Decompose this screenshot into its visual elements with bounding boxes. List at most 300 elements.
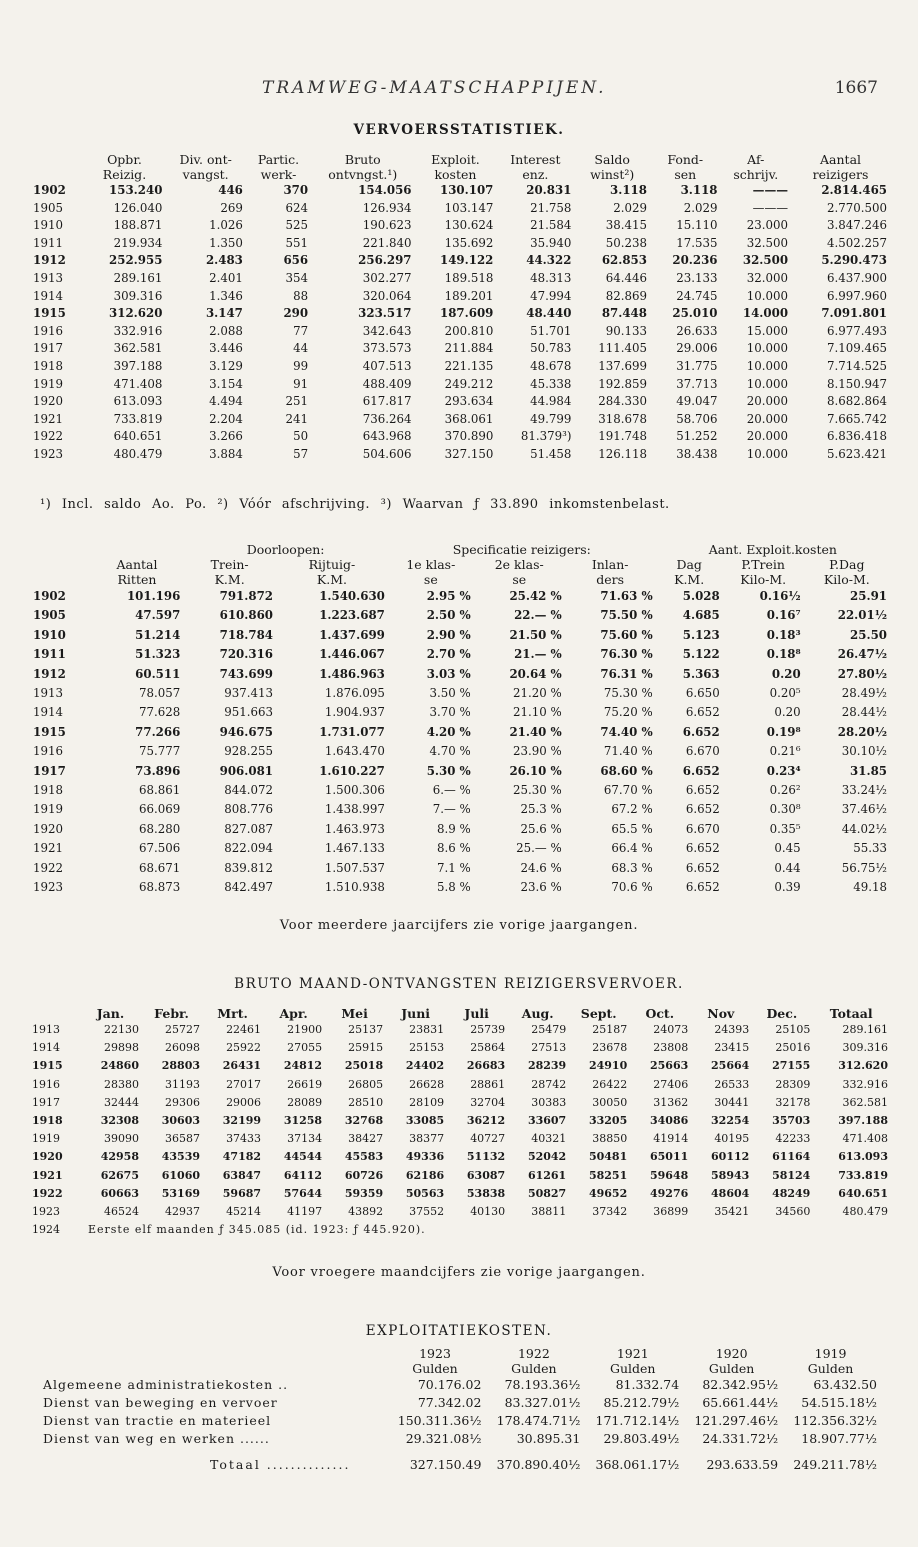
column-header: Gulden [511,1361,557,1376]
table-cell: 1.731.077 [319,724,385,739]
table-cell: 28861 [470,1077,506,1091]
table-cell: 7.1 % [437,860,471,875]
total-row [40,1456,880,1474]
year-cell: 1921 [32,1168,63,1182]
table-cell: 5.363 [682,666,720,681]
column-header: K.M. [214,572,245,587]
table-cell: 27055 [287,1041,323,1055]
table-cell: 187.609 [440,306,494,321]
table-cell: 38.415 [605,218,647,233]
table-row [30,742,890,761]
table-cell: 28109 [409,1095,445,1109]
table-cell: 51.458 [530,446,572,461]
table-cell: 70.176.02 [417,1377,482,1392]
column-header: ders [596,572,625,587]
year-cell: 1902 [33,589,66,603]
column-header: Ritten [117,572,157,587]
table-cell: 33607 [527,1114,567,1128]
table-cell: 5.290.473 [821,253,887,268]
table-cell: 6.652 [682,763,720,778]
table-cell: 27513 [531,1041,567,1055]
row-label: Dienst van beweging en vervoer [43,1395,278,1410]
year-cell: 1919 [33,802,64,817]
table-cell: 362.581 [842,1095,888,1109]
table-cell: 48.440 [526,306,572,321]
table-cell: 25.30 % [512,783,562,798]
table-cell: 76.30 % [600,647,653,662]
year-cell: 1918 [32,1114,63,1128]
column-header: 1919 [814,1346,847,1361]
table-cell: 26683 [466,1059,506,1073]
table-cell: 946.675 [219,724,273,739]
table-cell: 252.955 [109,253,163,268]
year-cell: 1923 [32,1205,60,1219]
year-cell: 1917 [33,341,64,356]
year-cell: 1915 [33,306,66,321]
table-cell: 153.240 [109,183,163,197]
table-row [30,1167,890,1185]
table-cell: 25479 [531,1023,567,1036]
table-cell: 28309 [775,1077,811,1091]
table-row [30,762,890,781]
table-row [30,270,890,288]
table-cell: 36587 [165,1132,201,1146]
header-row [40,1346,880,1361]
table-cell: 2.029 [683,200,718,215]
year-cell: 1919 [33,376,64,391]
table-cell: 59648 [650,1168,689,1182]
table-cell: 28380 [104,1077,139,1091]
table-cell: 2.088 [209,323,243,338]
table-cell: 617.817 [362,394,412,409]
table-cell: 90.133 [605,323,647,338]
column-header: ontvngst.¹) [328,167,398,182]
table-cell: 47.597 [135,608,181,623]
table-cell: 47.994 [530,288,572,303]
table-cell: 112.356.32½ [793,1413,877,1428]
table-cell: 25.42 % [509,589,562,603]
column-header [30,572,91,587]
table-cell: 25.010 [672,306,718,321]
table-cell: 40321 [531,1132,567,1146]
table-cell: 23678 [592,1041,628,1055]
table-cell: 1.026 [209,218,243,233]
table-cell: 471.408 [113,376,163,391]
table-cell: 21.10 % [512,705,562,720]
column-header: Gulden [610,1361,656,1376]
table-cell: 32768 [344,1114,384,1128]
table-row [30,684,890,703]
table-cell: 397.188 [838,1114,888,1128]
table-cell: 66.4 % [611,841,653,856]
table-cell: 6.997.960 [826,288,887,303]
table-cell: 613.093 [113,394,163,409]
table-cell: 64112 [283,1168,323,1182]
table-cell: 45.338 [530,376,572,391]
exploitatiekosten-table [40,1346,880,1474]
table-cell: 57 [293,446,309,461]
table-cell: 63.432.50 [813,1377,877,1392]
table-cell: 720.316 [219,647,273,662]
table-cell: 22.— % [514,608,562,623]
table-cell: 22130 [104,1023,139,1036]
year-cell: 1912 [33,666,66,681]
table-cell: 45214 [226,1205,262,1219]
table-cell: 73.896 [135,763,181,778]
column-header: Juli [464,1006,489,1021]
table-cell: 27406 [653,1077,689,1091]
year-cell: 1902 [33,183,66,197]
table-cell: 87.448 [601,306,647,321]
table-cell: 27155 [772,1059,811,1073]
table-cell: 44.322 [526,253,572,268]
table-row [30,235,890,253]
table-cell: 6.— % [432,783,471,798]
table-cell: 2.814.465 [821,183,887,197]
table-cell: 48.678 [530,358,572,373]
table-cell: 29898 [104,1041,139,1055]
table-row [30,859,890,878]
table-cell: 31.85 [850,763,887,778]
column-header [30,1006,80,1021]
table-cell: 5.123 [682,627,720,642]
spacer-cell [40,1448,880,1456]
table-cell: 26.633 [676,323,718,338]
table-row [30,703,890,722]
column-header: Aant. Exploit.kosten [708,542,837,557]
table-cell: 0.20 [771,666,801,681]
table-cell: 808.776 [224,802,273,817]
table-cell: 8.682.864 [826,394,887,409]
table-cell: 2.50 % [426,608,471,623]
table-row [30,428,890,446]
table-cell: 309.316 [842,1041,888,1055]
year-cell: 1920 [32,1150,63,1164]
table-cell: 640.651 [113,429,163,444]
column-header: Dag [676,557,702,572]
table-cell: 45583 [344,1150,384,1164]
column-header: Gulden [807,1361,854,1376]
year-cell: 1923 [33,446,64,461]
table-cell: 50827 [527,1186,567,1200]
column-header: 2e klas- [494,557,544,572]
header-row [30,152,890,167]
table-cell: 50563 [405,1186,445,1200]
table-cell: 26619 [287,1077,323,1091]
table-cell: 31258 [283,1114,323,1128]
table-cell: 25922 [226,1041,262,1055]
column-header: werk- [260,167,297,182]
page-number: 1667 [834,78,878,98]
table-cell: 25153 [409,1041,445,1055]
table-row [30,1021,890,1039]
table-cell: 103.147 [444,200,494,215]
table-cell: 25016 [775,1041,811,1055]
table-cell: 3.118 [610,183,647,197]
table-cell: 59687 [222,1186,262,1200]
table-cell: 24860 [100,1059,139,1073]
table-cell: 3.847.246 [826,218,887,233]
table-cell: 21.758 [530,200,572,215]
table-cell: 25.91 [850,589,887,603]
table-cell: 81.332.74 [615,1377,680,1392]
table-cell: 221.840 [362,235,412,250]
footnote: ¹) Incl. saldo Ao. Po. ²) Vóór afschrijving. ³) Waarvan ƒ 33.890 inkomstenbelast. [40,497,670,512]
table-cell: 21.— % [514,647,562,662]
spacer-row [40,1448,880,1456]
table-cell: 26805 [348,1077,384,1091]
table-cell: 251 [285,394,309,409]
table-cell: 20.64 % [509,666,562,681]
table-cell: 368.061 [444,411,494,426]
column-header: kosten [434,167,477,182]
year-cell: 1915 [32,1059,63,1073]
table-cell: 488.409 [362,376,412,391]
table-cell: 41914 [653,1132,689,1146]
table-cell: 24.745 [676,288,718,303]
table-cell: 312.620 [838,1059,888,1073]
table-cell: 0.45 [774,841,801,856]
year-cell: 1917 [32,1095,60,1109]
column-header: Sept. [580,1006,617,1021]
year-cell: 1912 [33,253,66,268]
column-header: Trein- [210,557,249,572]
table-cell: 53838 [466,1186,506,1200]
table-cell: 149.122 [440,253,494,268]
row-label: Dienst van weg en werken ...... [43,1431,270,1446]
table-cell: 23.000 [746,218,789,233]
table-cell: 0.26² [769,783,801,798]
table-cell: 75.60 % [600,627,653,642]
table-cell: 77.628 [139,705,181,720]
table-cell: 844.072 [224,783,273,798]
table-cell: 56.75½ [841,860,887,875]
table-cell: 446 [218,183,243,197]
table-cell: 5.122 [682,647,720,662]
table-cell: 49.047 [676,394,718,409]
column-header: Apr. [279,1006,308,1021]
table-cell: 323.517 [358,306,412,321]
table-cell: 25187 [592,1023,628,1036]
table-cell: 1.876.095 [324,686,385,701]
table-cell: 3.154 [209,376,243,391]
table-cell: 35421 [714,1205,750,1219]
table-row [30,393,890,411]
table-cell: 6.670 [685,744,720,759]
vervoersstatistiek-title: VERVOERSSTATISTIEK. [353,122,565,138]
table-row [40,1430,880,1448]
table-cell: 951.663 [224,705,273,720]
header-row [40,1361,880,1376]
table-cell: 24402 [405,1059,445,1073]
table-cell: 28803 [161,1059,201,1073]
total-cell: 370.890.40½ [496,1457,581,1472]
table-cell: 44.02½ [841,821,887,836]
column-header [30,542,91,557]
table-cell: 58943 [711,1168,750,1182]
table-cell: 200.810 [444,323,494,338]
column-header: K.M. [674,572,705,587]
table-cell: 38850 [592,1132,628,1146]
column-header: Mei [341,1006,368,1021]
table-row [30,820,890,839]
table-cell: 67.2 % [611,802,653,817]
table-cell: 44544 [283,1150,323,1164]
table-cell: 76.31 % [600,666,653,681]
table-cell: 6.652 [682,724,720,739]
table-cell: 551 [285,235,309,250]
column-header: 1e klas- [406,557,456,572]
table-cell: 35.940 [530,235,572,250]
total-label: Totaal .............. [210,1457,351,1472]
table-row [30,1185,890,1203]
table-cell: 22.01½ [837,608,887,623]
table-cell: 63087 [466,1168,506,1182]
table-row [30,1203,890,1221]
table-row [30,723,890,742]
year-cell: 1911 [33,647,66,662]
table-cell: 47182 [222,1150,262,1164]
table-cell: 2.95 % [426,589,471,603]
year-cell: 1914 [32,1041,60,1055]
column-header: Doorloopen: [246,542,325,557]
table-row [30,839,890,858]
running-head [0,78,918,100]
table-cell: 6.977.493 [826,323,887,338]
table-cell: 1.500.306 [324,783,385,798]
column-header: Reizig. [102,167,147,182]
table-cell: 27017 [226,1077,262,1091]
column-header: Mrt. [217,1006,248,1021]
table-cell: 61060 [161,1168,201,1182]
table-cell: 26431 [222,1059,262,1073]
table-cell: 78.193.36½ [504,1377,581,1392]
table-cell: 27.80½ [837,666,887,681]
table-cell: 656 [283,253,309,268]
table-cell: 3.03 % [426,666,471,681]
table-cell: 289.161 [842,1023,888,1036]
table-cell: 23808 [653,1041,689,1055]
total-cell: 293.633.59 [706,1457,779,1472]
table-cell: 15.000 [746,323,789,338]
table-row [30,182,890,200]
table-cell: 188.871 [113,218,163,233]
table-cell: 26.10 % [509,763,562,778]
table-cell: 10.000 [746,376,789,391]
table-cell: 50.783 [530,341,572,356]
table-cell: 827.087 [224,821,273,836]
table-row [30,1130,890,1148]
table-cell: 839.812 [224,860,273,875]
column-header: 1921 [616,1346,649,1361]
table-row [30,1039,890,1057]
table-cell: 34086 [650,1114,689,1128]
table-cell: 39090 [104,1132,139,1146]
table-cell: 32444 [104,1095,139,1109]
table-cell: 3.446 [209,341,243,356]
column-header: Aug. [521,1006,554,1021]
table-cell: 44 [293,341,309,356]
year-cell: 1914 [33,705,64,720]
table-cell: 44.984 [530,394,572,409]
column-header [30,152,84,167]
column-header: reizigers [812,167,869,182]
table-cell: 49652 [588,1186,628,1200]
year-cell: 1910 [33,218,64,233]
table-cell: 51.323 [135,647,181,662]
table-cell: 24910 [588,1059,628,1073]
table-cell: 3.884 [209,446,243,461]
table-cell: 5.028 [682,589,720,603]
table-cell: 30050 [592,1095,628,1109]
table-cell: 822.094 [224,841,273,856]
column-header: Nov [707,1006,735,1021]
jaarcijfers-note: Voor meerdere jaarcijfers zie vorige jaargangen. [279,918,639,933]
table-cell: 57644 [283,1186,323,1200]
table-cell: 126.934 [362,200,412,215]
column-header: Interest [510,152,561,167]
table-cell: 1.540.630 [319,589,385,603]
table-row [30,1094,890,1112]
row-label: Algemeene administratiekosten .. [43,1377,289,1392]
table-cell: 49276 [650,1186,689,1200]
table-cell: 31.775 [676,358,718,373]
table-cell: 10.000 [746,341,789,356]
table-cell: 28.44½ [841,705,887,720]
year-cell: 1916 [32,1077,60,1091]
table-cell: 6.836.418 [826,429,887,444]
table-cell: 99 [293,358,309,373]
table-cell: 111.405 [598,341,647,356]
table-cell: 29.321.08½ [405,1431,482,1446]
table-cell: 75.50 % [600,608,653,623]
table-row [30,411,890,429]
year-cell: 1924 [32,1223,60,1237]
table-cell: 40727 [470,1132,506,1146]
table-cell: 733.819 [113,411,163,426]
table-cell: 121.297.46½ [694,1413,779,1428]
table-cell: 32199 [222,1114,262,1128]
table-cell: 743.699 [219,666,273,681]
table-cell: 6.652 [685,705,720,720]
table-cell: 21.50 % [509,627,562,642]
table-row [30,1057,890,1075]
table-cell: 2.204 [209,411,243,426]
table-cell: 269 [220,200,243,215]
table-cell: 4.494 [209,394,243,409]
table-cell: 327.150 [444,446,494,461]
table-cell: 62675 [100,1168,139,1182]
table-cell: 171.712.14½ [595,1413,680,1428]
table-cell: 58124 [772,1168,811,1182]
table-row [30,252,890,270]
year-cell: 1916 [33,744,64,759]
column-header: Bruto [344,152,381,167]
table-cell: 23831 [409,1023,445,1036]
year-cell: 1921 [33,841,64,856]
table-cell: 31193 [165,1077,201,1091]
table-row [40,1376,880,1394]
table-cell: 24.331.72½ [702,1431,779,1446]
column-header: Dec. [766,1006,798,1021]
table-cell: 75.30 % [603,686,653,701]
table-cell: 5.30 % [426,763,471,778]
table-cell: 4.685 [682,608,720,623]
table-cell: 30383 [531,1095,567,1109]
table-cell: 49336 [405,1150,445,1164]
table-cell: 135.692 [444,235,494,250]
column-header: Febr. [154,1006,189,1021]
